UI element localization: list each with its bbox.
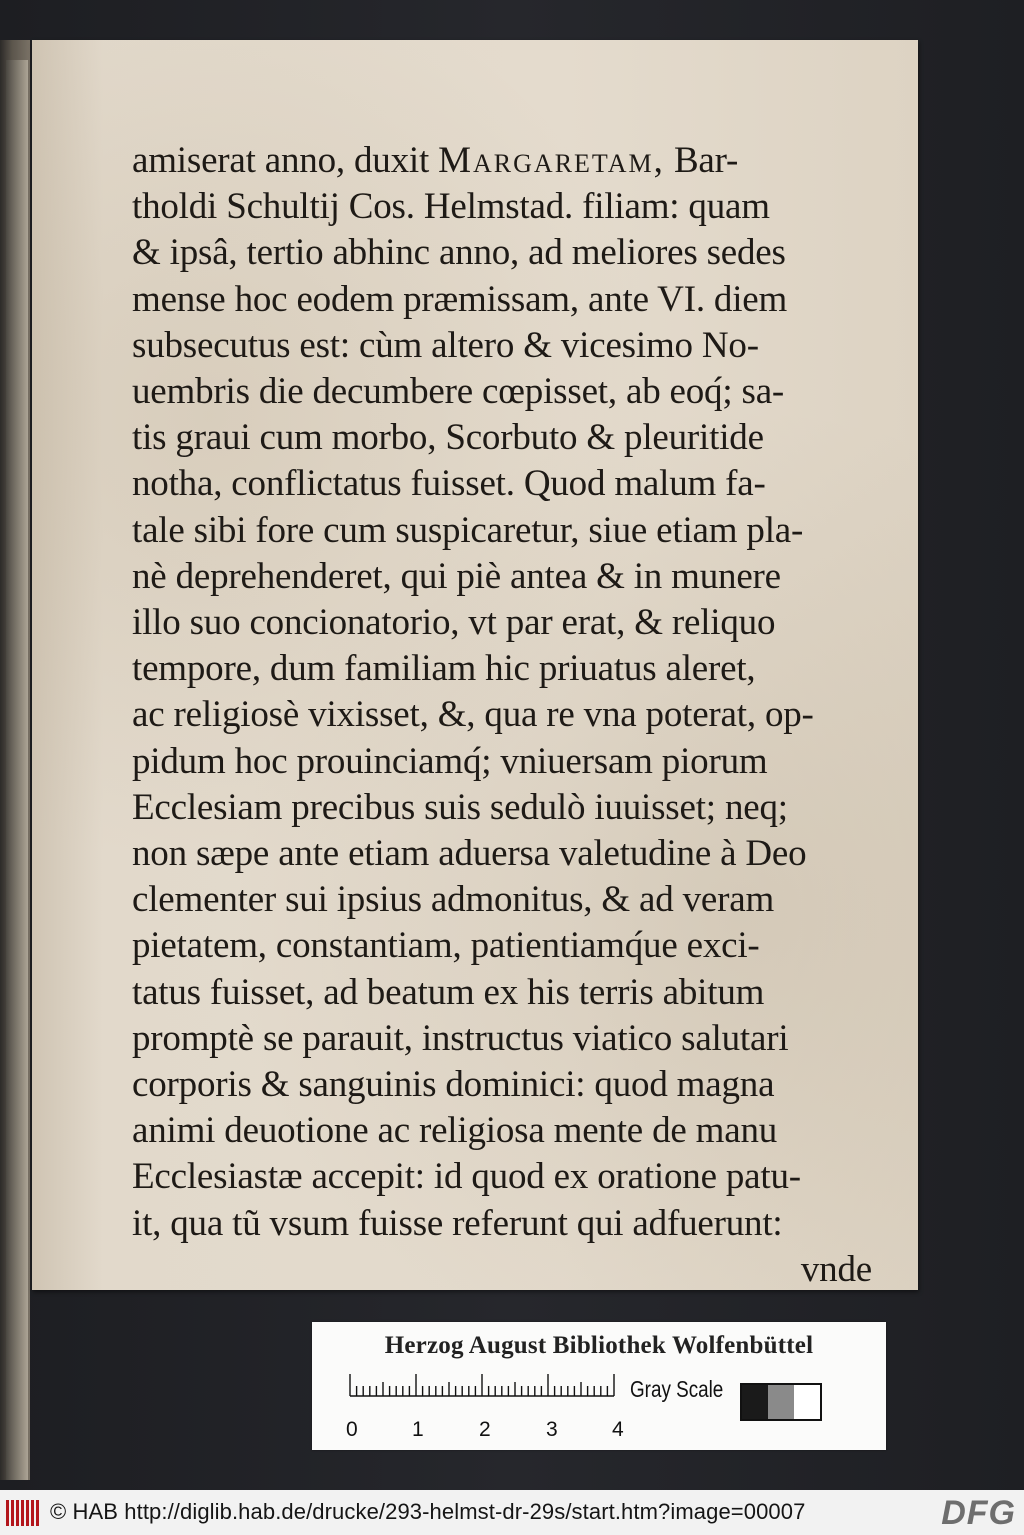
text-line: subsecutus est: cùm altero & vicesimo No- xyxy=(132,324,759,366)
gray-swatch xyxy=(768,1385,794,1419)
source-url[interactable]: © HAB http://diglib.hab.de/drucke/293-helmst-dr-29s/start.htm?image=00007 xyxy=(50,1499,806,1524)
text-line: promptè se parauit, instructus viatico salutari xyxy=(132,1017,789,1059)
ruler-number: 3 xyxy=(546,1418,558,1441)
gray-swatch xyxy=(794,1385,820,1419)
text-line: nè deprehenderet, qui piè antea & in munere xyxy=(132,555,781,597)
ruler-number: 2 xyxy=(479,1418,491,1441)
text-line: ac religiosè vixisset, &, qua re vna poterat, op- xyxy=(132,694,814,736)
scale-ruler xyxy=(348,1372,618,1412)
library-name: Herzog August Bibliothek Wolfenbüttel xyxy=(384,1332,814,1359)
text-line: non sæpe ante etiam aduersa valetudine à Deo xyxy=(132,833,807,875)
ruler-number: 4 xyxy=(612,1418,624,1441)
library-color-card xyxy=(312,1322,886,1450)
text-line: tale sibi fore cum suspicaretur, siue etiam pla- xyxy=(132,509,804,551)
facing-page-edge xyxy=(6,60,28,1480)
text-line: notha, conflictatus fuisset. Quod malum fa- xyxy=(132,463,766,505)
catchword: vnde xyxy=(800,1248,872,1290)
text-line: Ecclesiam precibus suis sedulò iuuisset; neq; xyxy=(132,786,788,828)
page-text xyxy=(132,138,872,1293)
gray-scale-label: Gray Scale xyxy=(630,1376,724,1402)
text-line: animi deuotione ac religiosa mente de manu xyxy=(132,1110,778,1152)
ruler-numbers xyxy=(342,1418,642,1444)
text-line: mense hoc eodem præmissam, ante VI. diem xyxy=(132,278,788,320)
text-line: tatus fuisset, ad beatum ex his terris abitum xyxy=(132,971,765,1013)
text-line-start: amiserat anno, duxit xyxy=(132,140,430,181)
gray-scale-swatches xyxy=(740,1383,822,1421)
ruler-number: 0 xyxy=(346,1418,358,1441)
text-line: corporis & sanguinis dominici: quod magna xyxy=(132,1064,775,1106)
footer-bar xyxy=(0,1490,1024,1535)
text-line: tholdi Schultij Cos. Helmstad. filiam: quam xyxy=(132,186,770,228)
gray-swatch xyxy=(742,1385,768,1419)
text-line: uembris die decumbere cœpisset, ab eoq́; sa- xyxy=(132,371,785,413)
text-line: illo suo concionatorio, vt par erat, & reliquo xyxy=(132,602,776,644)
text-line xyxy=(132,138,872,184)
text-line-end: Bar- xyxy=(673,140,739,181)
text-line: it, qua tũ vsum fuisse referunt qui adfuerunt: xyxy=(132,1202,783,1244)
name-smallcaps: Margaretam, xyxy=(438,140,665,181)
text-line: pidum hoc prouinciamq́; vniuersam piorum xyxy=(132,740,768,782)
text-line: clementer sui ipsius admonitus, & ad veram xyxy=(132,879,775,921)
hab-logo-icon xyxy=(6,1500,40,1526)
dfg-logo: DFG xyxy=(941,1494,1016,1532)
text-line: tis graui cum morbo, Scorbuto & pleuritide xyxy=(132,417,764,459)
ruler-number: 1 xyxy=(412,1418,424,1441)
text-line: tempore, dum familiam hic priuatus aleret, xyxy=(132,648,756,690)
text-line: pietatem, constantiam, patientiamq́ue exci- xyxy=(132,925,760,967)
text-line: Ecclesiastæ accepit: id quod ex oratione patu- xyxy=(132,1156,801,1198)
book-page xyxy=(32,40,918,1290)
text-line: & ipsâ, tertio abhinc anno, ad meliores sedes xyxy=(132,232,786,274)
